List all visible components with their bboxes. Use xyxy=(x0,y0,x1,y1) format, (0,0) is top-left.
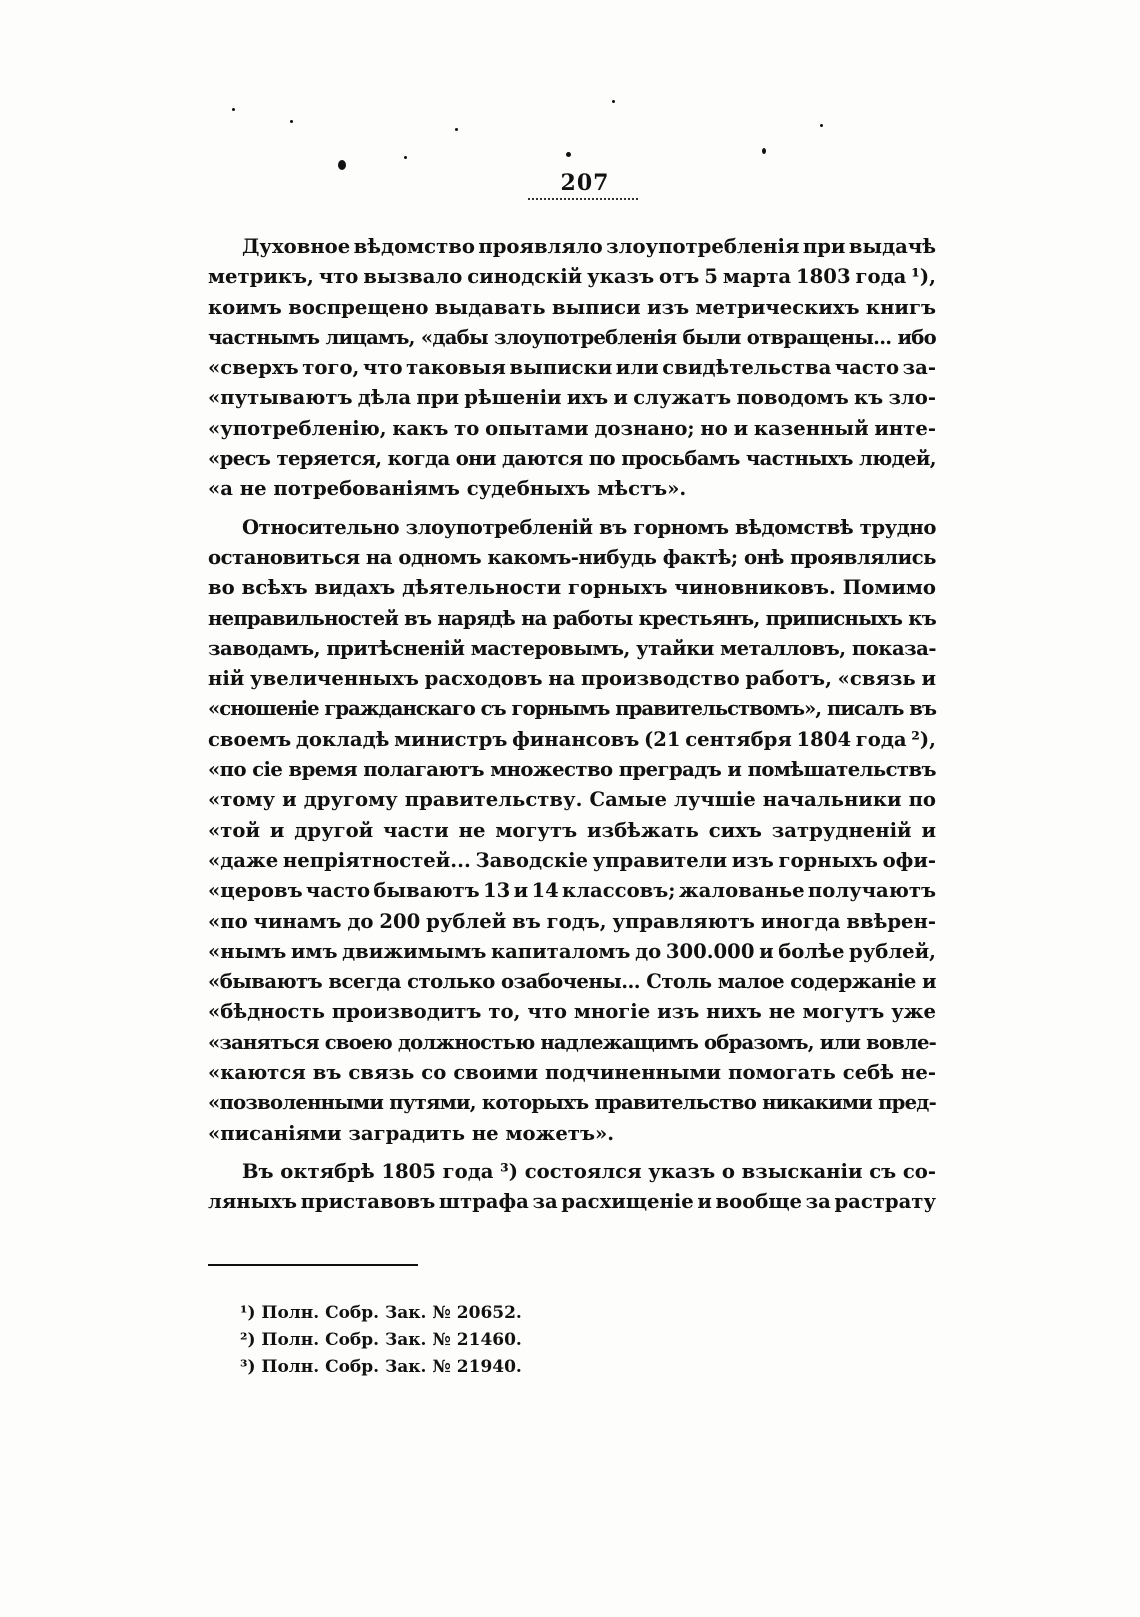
text-line: «по чинамъ до 200 рублей въ годъ, управляютъ иногда ввѣрен- xyxy=(208,909,936,933)
text-line: коимъ воспрещено выдавать выписи изъ метрическихъ книгъ xyxy=(208,295,936,319)
text-line: своемъ докладѣ министръ финансовъ (21 сентября 1804 года ²), xyxy=(208,727,936,751)
text-line: остановиться на одномъ какомъ-нибудь фактѣ; онѣ проявлялись xyxy=(208,545,936,569)
body-text xyxy=(208,232,936,1218)
text-line: «тому и другому правительству. Самые лучшіе начальники по xyxy=(208,788,936,812)
text-line: «а не потребованіямъ судебныхъ мѣстъ». xyxy=(208,477,687,501)
paragraph-3 xyxy=(208,1157,936,1218)
paragraph-1 xyxy=(208,232,936,505)
footnotes xyxy=(240,1300,522,1381)
text-line: «заняться своею должностью надлежащимъ образомъ, или вовле- xyxy=(208,1030,936,1054)
scan-speck xyxy=(404,156,407,159)
text-line: Относительно злоупотребленій въ горномъ вѣдомствѣ трудно xyxy=(242,515,936,539)
text-line: «нымъ имъ движимымъ капиталомъ до 300.000 и болѣе рублей, xyxy=(208,939,936,963)
scan-speck xyxy=(762,148,766,154)
text-line: «каются въ связь со своими подчиненными помогать себѣ не- xyxy=(208,1061,936,1085)
text-line: «путываютъ дѣла при рѣшеніи ихъ и служатъ поводомъ къ зло- xyxy=(208,386,936,410)
text-line: «по сіе время полагаютъ множество преградъ и помѣшательствъ xyxy=(208,758,936,782)
text-line: частнымъ лицамъ, «дабы злоупотребленія были отвращены... ибо xyxy=(208,325,936,349)
text-line: во всѣхъ видахъ дѣятельности горныхъ чиновниковъ. Помимо xyxy=(208,576,936,600)
text-line: неправильностей въ нарядѣ на работы крестьянъ, приписныхъ къ xyxy=(208,606,936,630)
text-line: «той и другой части не могутъ избѣжать сихъ затрудненій и xyxy=(208,818,936,842)
text-line: заводамъ, притѣсненій мастеровымъ, утайки металловъ, показа- xyxy=(208,636,936,660)
footnote-1: ¹) Полн. Собр. Зак. № 20652. xyxy=(240,1303,522,1323)
text-line: Духовное вѣдомство проявляло злоупотребленія при выдачѣ xyxy=(242,235,936,258)
text-line: ляныхъ приставовъ штрафа за расхищеніе и вообще за растрату xyxy=(208,1190,936,1214)
footnote-3: ³) Полн. Собр. Зак. № 21940. xyxy=(240,1357,522,1377)
text-line: метрикъ, что вызвало синодскій указъ отъ 5 марта 1803 года ¹), xyxy=(208,265,936,289)
footnote-2: ²) Полн. Собр. Зак. № 21460. xyxy=(240,1330,522,1350)
text-line: Въ октябрѣ 1805 года ³) состоялся указъ о взысканіи съ со- xyxy=(242,1159,936,1183)
footnote-separator xyxy=(208,1264,418,1266)
scan-speck xyxy=(232,108,235,111)
text-line: «употребленію, какъ то опытами дознано; но и казенный инте- xyxy=(208,416,936,440)
text-line: «сверхъ того, что таковыя выписки или свидѣтельства часто за- xyxy=(208,356,936,380)
text-line: «писаніями заградить не можетъ». xyxy=(208,1121,615,1145)
scan-speck xyxy=(820,124,823,127)
text-line: «даже непріятностей... Заводскіе управители изъ горныхъ офи- xyxy=(208,848,936,872)
scan-speck xyxy=(566,152,571,157)
text-line: «бѣдность производитъ то, что многіе изъ нихъ не могутъ уже xyxy=(208,1000,936,1024)
text-line: ній увеличенныхъ расходовъ на производство работъ, «связь и xyxy=(208,667,936,691)
text-line: «бываютъ всегда столько озабочены... Столь малое содержаніе и xyxy=(208,970,936,994)
scan-speck xyxy=(455,128,458,131)
text-line: «сношеніе гражданскаго съ горнымъ правительствомъ», писалъ въ xyxy=(208,697,936,721)
text-line: «церовъ часто бываютъ 13 и 14 классовъ; жалованье получаютъ xyxy=(208,879,936,903)
text-line: «позволенными путями, которыхъ правительство никакими пред- xyxy=(208,1091,936,1115)
scan-speck xyxy=(612,100,615,103)
page-number: 207 xyxy=(560,170,610,196)
paragraph-2 xyxy=(208,513,936,1149)
scan-speck xyxy=(338,160,346,170)
text-line: «ресъ теряется, когда они даются по просьбамъ частныхъ людей, xyxy=(208,447,936,471)
page-number-underline xyxy=(528,198,638,200)
scan-speck xyxy=(290,120,293,123)
